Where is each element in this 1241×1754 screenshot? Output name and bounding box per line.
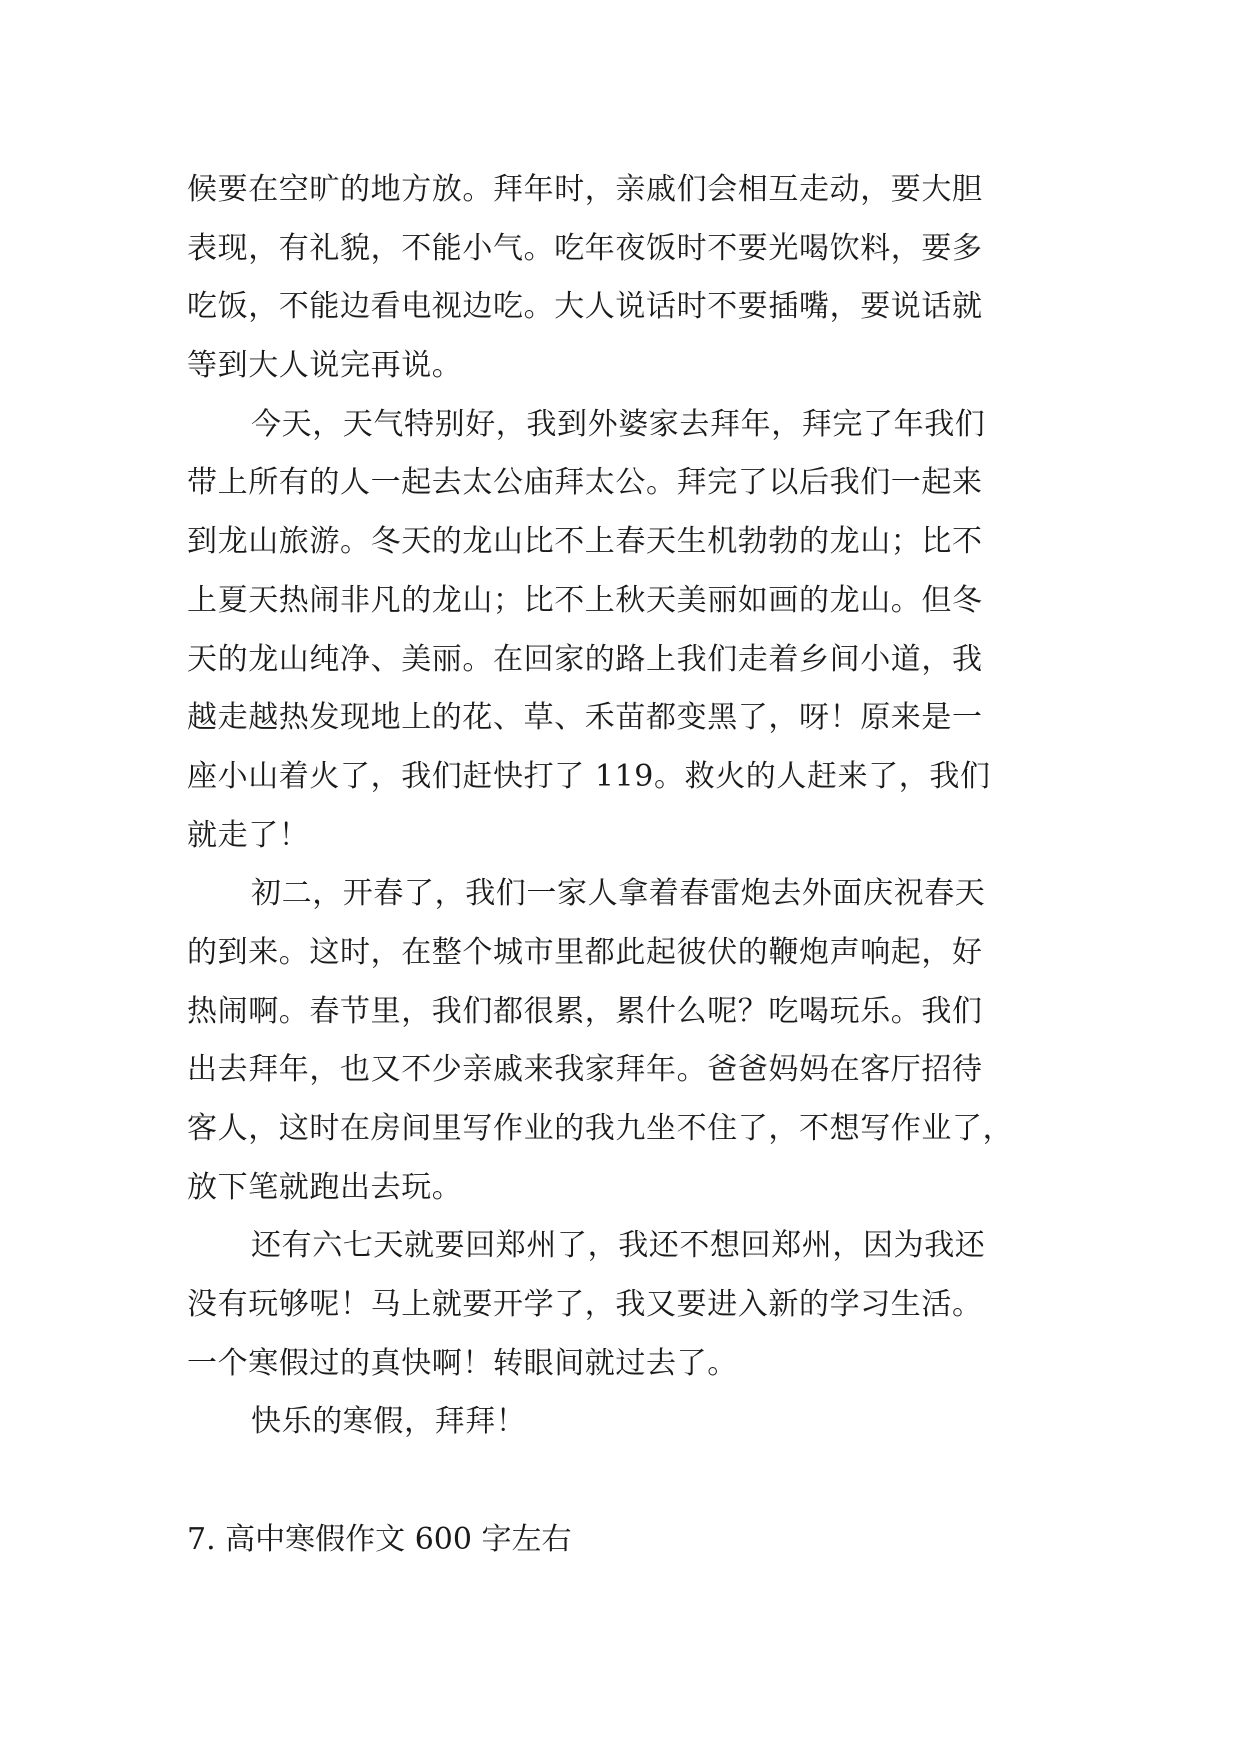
text-line: 等到大人说完再说。 [187,348,463,384]
text-line: 快乐的寒假，拜拜！ [251,1404,527,1440]
text-line: 座小山着火了，我们赶快打了 119。救火的人赶来了，我们 [187,758,991,794]
text-line: 候要在空旷的地方放。拜年时，亲戚们会相互走动，要大胆 [187,172,983,207]
text-line: 客人，这时在房间里写作业的我九坐不住了，不想写作业了， [187,1111,1014,1146]
section-heading: 7. 高中寒假作文 600 字左右 [187,1521,572,1557]
text-line: 今天，天气特别好，我到外婆家去拜年，拜完了年我们 [251,406,986,442]
text-line: 就走了！ [187,817,310,853]
text-line: 上夏天热闹非凡的龙山；比不上秋天美丽如画的龙山。但冬 [187,582,983,618]
essay-body [187,161,1057,1570]
text-line: 没有玩够呢！马上就要开学了，我又要进入新的学习生活。 [187,1287,983,1323]
text-line: 天的龙山纯净、美丽。在回家的路上我们走着乡间小道，我 [187,641,983,677]
text-line: 一个寒假过的真快啊！转眼间就过去了。 [187,1345,738,1381]
text-line: 吃饭，不能边看电视边吃。大人说话时不要插嘴，要说话就 [187,289,983,325]
text-line: 越走越热发现地上的花、草、禾苗都变黑了，呀！原来是一 [187,700,983,736]
text-line: 到龙山旅游。冬天的龙山比不上春天生机勃勃的龙山；比不 [187,524,983,560]
text-line: 还有六七天就要回郑州了，我还不想回郑州，因为我还 [251,1228,986,1264]
text-line: 热闹啊。春节里，我们都很累，累什么呢？吃喝玩乐。我们 [187,993,983,1029]
text-line: 出去拜年，也又不少亲戚来我家拜年。爸爸妈妈在客厅招待 [187,1052,983,1088]
text-line: 初二，开春了，我们一家人拿着春雷炮去外面庆祝春天 [251,876,986,912]
text-line: 放下笔就跑出去玩。 [187,1169,463,1205]
text-line: 带上所有的人一起去太公庙拜太公。拜完了以后我们一起来 [187,465,983,501]
text-line: 的到来。这时，在整个城市里都此起彼伏的鞭炮声响起，好 [187,934,983,970]
text-line: 表现，有礼貌，不能小气。吃年夜饭时不要光喝饮料，要多 [187,230,983,266]
blank-line [187,1452,1057,1511]
